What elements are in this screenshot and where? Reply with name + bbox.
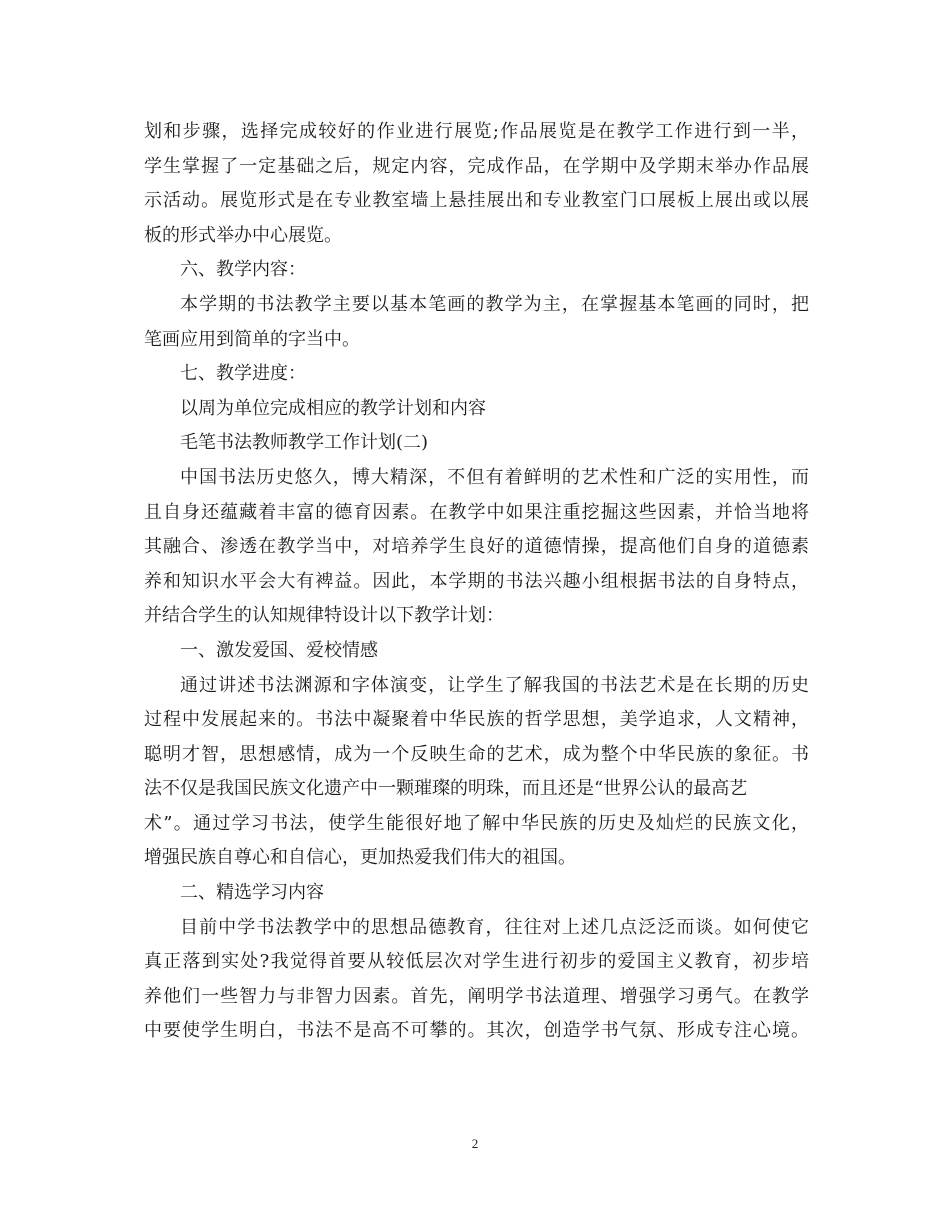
paragraph-line: 过程中发展起来的。书法中凝聚着中华民族的哲学思想，美学追求，人文精神， bbox=[144, 709, 809, 731]
paragraph-line: 示活动。展览形式是在专业教室墙上悬挂展出和专业教室门口展板上展出或以展 bbox=[144, 190, 809, 212]
paragraph-line: 划和步骤，选择完成较好的作业进行展览;作品展览是在教学工作进行到一半， bbox=[144, 121, 809, 142]
paragraph-line: 中国书法历史悠久，博大精深，不但有着鲜明的艺术性和广泛的实用性，而 bbox=[180, 466, 809, 488]
paragraph-line: 法不仅是我国民族文化遗产中一颗璀璨的明珠，而且还是“世界公认的最高艺 bbox=[144, 778, 748, 800]
paragraph-line: 本学期的书法教学主要以基本笔画的教学为主，在掌握基本笔画的同时，把 bbox=[180, 293, 809, 315]
paragraph-line: 通过讲述书法渊源和字体演变，让学生了解我国的书法艺术是在长期的历史 bbox=[180, 674, 809, 696]
paragraph-line: 养和知识水平会大有裨益。因此，本学期的书法兴趣小组根据书法的自身特点， bbox=[144, 570, 809, 592]
paragraph-line: 聪明才智，思想感情，成为一个反映生命的艺术，成为整个中华民族的象征。书 bbox=[144, 743, 809, 765]
paragraph-line: 中要使学生明白，书法不是高不可攀的。其次，创造学书气氛、形成专注心境。 bbox=[144, 1020, 809, 1042]
paragraph-line: 其融合、渗透在教学当中，对培养学生良好的道德情操，提高他们自身的道德素 bbox=[144, 536, 809, 558]
section-heading: 二、精选学习内容 bbox=[180, 882, 324, 904]
section-heading: 一、激发爱国、爱校情感 bbox=[180, 639, 378, 661]
paragraph-line: 真正落到实处?我觉得首要从较低层次对学生进行初步的爱国主义教育，初步培 bbox=[144, 951, 809, 973]
paragraph-line: 笔画应用到简单的字当中。 bbox=[144, 328, 360, 350]
section-heading: 七、教学进度： bbox=[180, 363, 306, 385]
paragraph-line: 增强民族自尊心和自信心，更加热爱我们伟大的祖国。 bbox=[144, 847, 576, 869]
paragraph-line: 且自身还蕴藏着丰富的德育因素。在教学中如果注重挖掘这些因素，并恰当地将 bbox=[144, 501, 809, 523]
document-body bbox=[144, 115, 809, 1049]
section-heading: 六、教学内容： bbox=[180, 259, 306, 281]
paragraph-line: 以周为单位完成相应的教学计划和内容 bbox=[180, 397, 486, 419]
paragraph-line: 养他们一些智力与非智力因素。首先，阐明学书法道理、增强学习勇气。在教学 bbox=[144, 985, 809, 1007]
paragraph-line: 并结合学生的认知规律特设计以下教学计划： bbox=[144, 605, 504, 627]
paragraph-line: 学生掌握了一定基础之后，规定内容，完成作品，在学期中及学期末举办作品展 bbox=[144, 155, 809, 177]
paragraph-line: 目前中学书法教学中的思想品德教育，往往对上述几点泛泛而谈。如何使它 bbox=[180, 916, 809, 938]
paragraph-line: 板的形式举办中心展览。 bbox=[144, 224, 342, 246]
document-title: 毛笔书法教师教学工作计划(二) bbox=[180, 432, 429, 454]
paragraph-line: 术”。通过学习书法，使学生能很好地了解中华民族的历史及灿烂的民族文化， bbox=[144, 812, 809, 834]
page-number: 2 bbox=[471, 1136, 479, 1151]
